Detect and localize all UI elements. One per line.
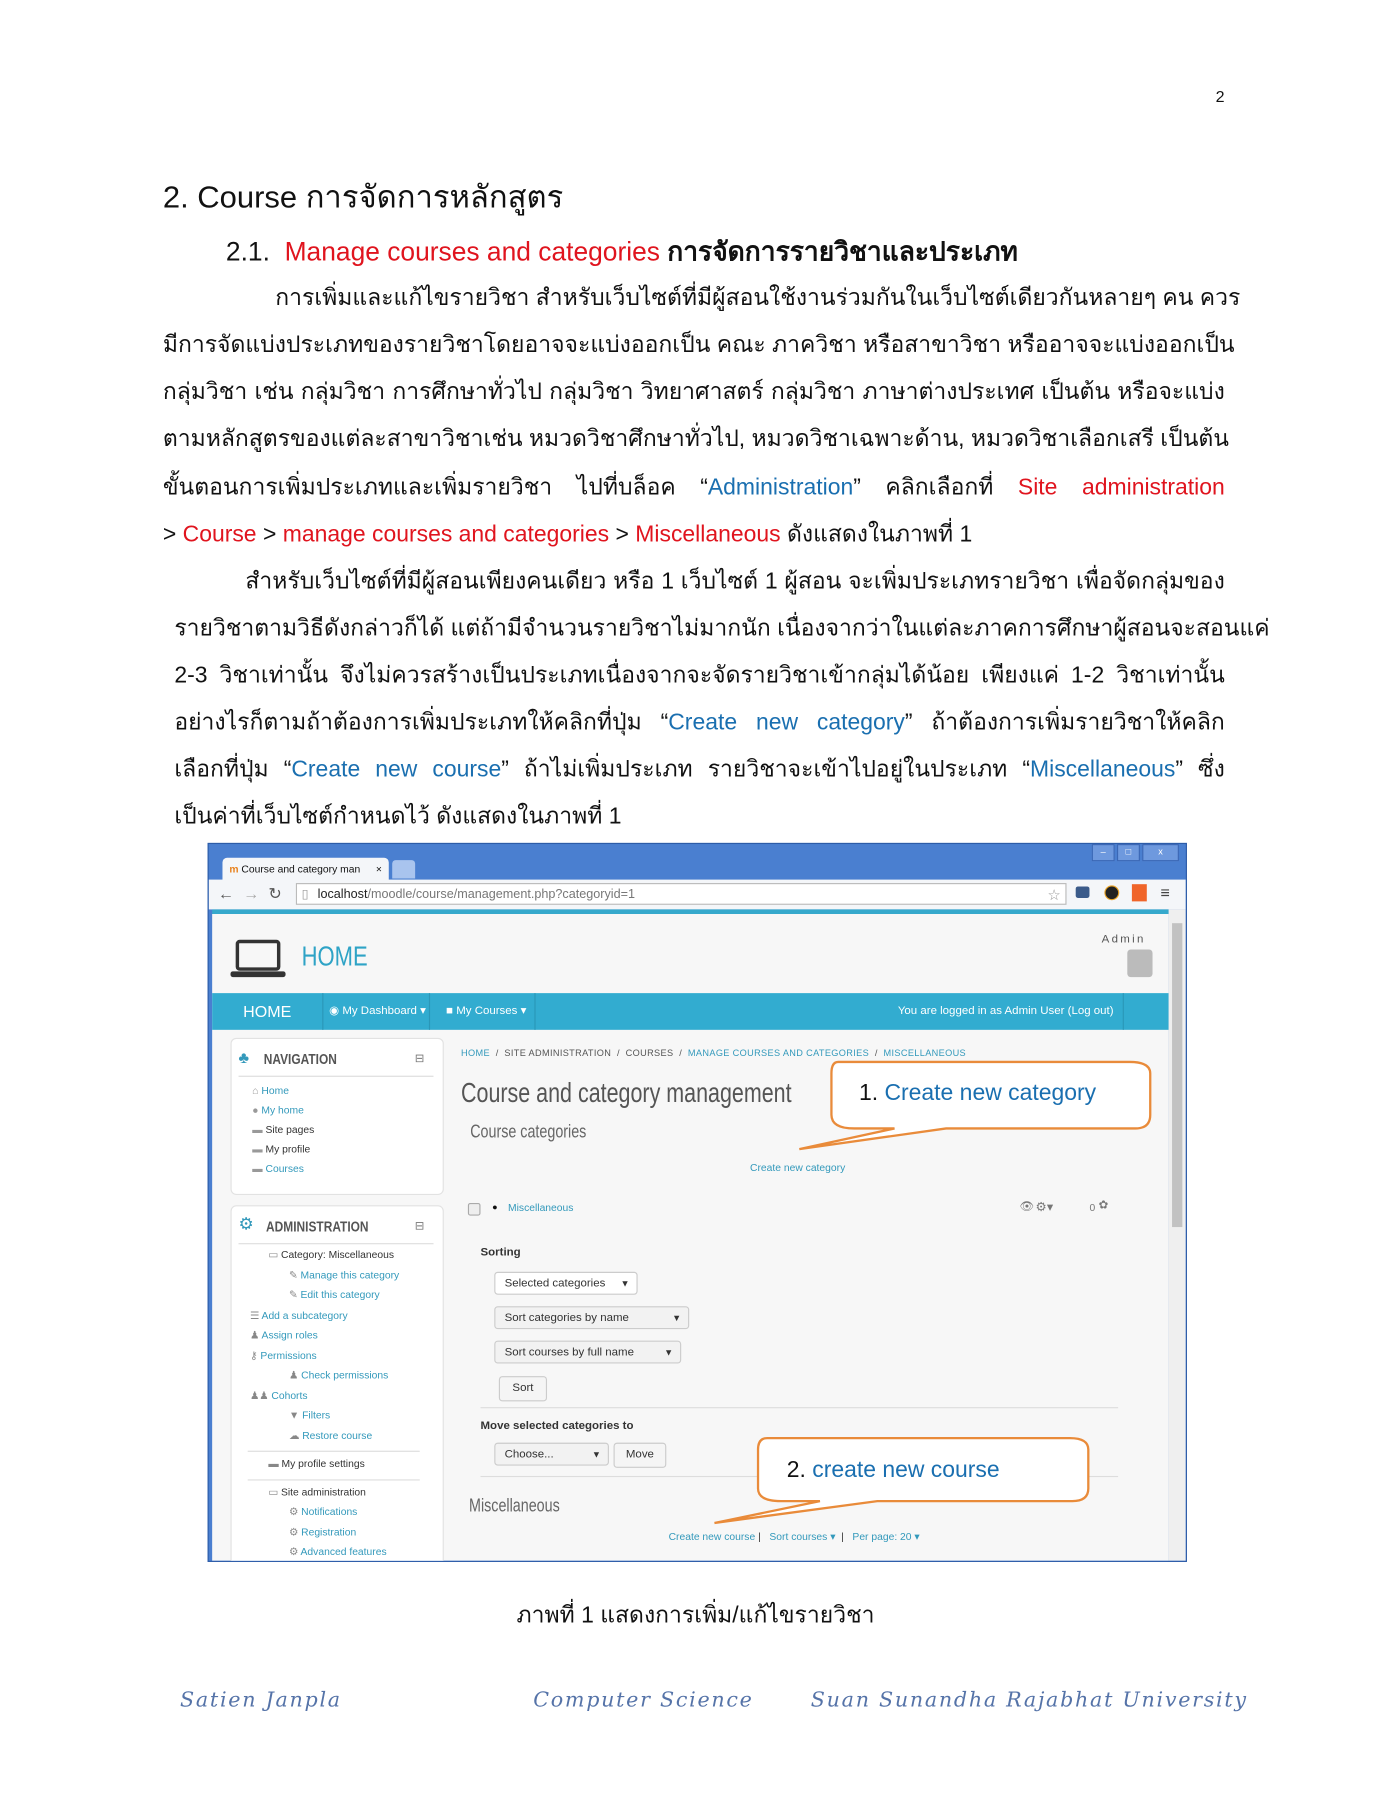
nav-item-my-home[interactable] <box>252 1104 304 1115</box>
text-segment: มีการจัดแบ่งประเภทของรายวิชาโดยอาจจะแบ่งออกเป็น คณะ ภาควิชา หรือสาขาวิชา หรืออาจจะแบ่งออกเป็น <box>162 332 1235 358</box>
text-segment: ตามหลักสูตรของแต่ละสาขาวิชาเช่น หมวดวิชาศึกษาทั่วไป, หมวดวิชาเฉพาะด้าน, หมวดวิชาเลือกเสรี เป็นต้น <box>162 426 1229 452</box>
text-segment: ” ถ้าต้องการเพิ่มรายวิชาให้คลิก <box>904 709 1225 736</box>
minimize-button[interactable]: – <box>1092 844 1115 861</box>
admin-item-label: Filters <box>302 1409 331 1421</box>
reload-icon[interactable]: ↻ <box>268 884 282 903</box>
folder-icon: ▬ <box>252 1143 266 1155</box>
callout-1-bubble <box>786 1057 1164 1166</box>
settings-gear-icon[interactable]: ⚙▾ <box>1035 1200 1054 1215</box>
footer-author: Satien Janpla <box>180 1688 342 1713</box>
circle-icon: ● <box>252 1104 262 1116</box>
sort-courses-link[interactable]: Sort courses ▾ <box>769 1530 836 1543</box>
highlighted-term: Site administration <box>1017 474 1225 501</box>
dropdown-arrow-icon: ▼ <box>664 1347 674 1358</box>
scrollbar-thumb[interactable] <box>1172 923 1182 1227</box>
admin-item[interactable] <box>250 1350 317 1363</box>
admin-item[interactable] <box>289 1430 372 1443</box>
paragraph-line <box>163 517 1225 551</box>
admin-item[interactable] <box>289 1546 387 1559</box>
admin-item[interactable] <box>289 1289 380 1302</box>
create-new-course-link[interactable]: Create new course <box>668 1530 756 1543</box>
paragraph-line <box>163 470 1225 504</box>
per-page-link[interactable]: Per page: 20 ▾ <box>852 1530 920 1543</box>
window-controls <box>1092 844 1179 860</box>
nav-item-site-pages[interactable] <box>252 1124 314 1135</box>
key-icon: ⚷ <box>250 1349 261 1362</box>
navigation-block <box>231 1038 444 1195</box>
filter-icon: ▼ <box>288 1409 303 1421</box>
login-status[interactable]: You are logged in as Admin User (Log out) <box>889 993 1124 1030</box>
paragraph-line <box>174 611 1270 645</box>
nav-my-dashboard[interactable] <box>322 993 430 1030</box>
dropdown-arrow-icon: ▼ <box>620 1278 630 1290</box>
subsection-heading <box>226 232 1018 273</box>
text-segment: ” ซึ่ง <box>1175 756 1225 783</box>
category-miscellaneous-link[interactable]: Miscellaneous <box>508 1201 574 1214</box>
highlighted-term: Create new category <box>668 709 905 736</box>
menu-icon[interactable]: ≡ <box>1160 883 1170 902</box>
admin-item-label: Edit this category <box>300 1289 380 1301</box>
nav-item-label: My home <box>261 1104 304 1116</box>
paragraph-line <box>174 799 1224 833</box>
callout-text: create new course <box>812 1457 1000 1483</box>
navigation-title: NAVIGATION <box>263 1050 337 1068</box>
cohorts-icon: ♟♟ <box>250 1389 272 1402</box>
admin-item <box>268 1486 366 1499</box>
laptop-logo-icon <box>231 939 288 978</box>
text-segment: เป็นค่าที่เว็บไซต์กำหนดไว้ ดังแสดงในภาพที่ 1 <box>174 803 622 830</box>
cloud-upload-icon: ☁ <box>288 1430 303 1442</box>
admin-item-label: Assign roles <box>261 1329 318 1341</box>
admin-item-label: Permissions <box>260 1349 317 1362</box>
admin-item[interactable] <box>250 1329 318 1342</box>
section-title: Course categories <box>470 1122 587 1143</box>
text-segment: > <box>162 521 183 548</box>
text-segment: อย่างไรก็ตามถ้าต้องการเพิ่มประเภทให้คลิกที่ปุ่ม “ <box>174 709 669 736</box>
pencil-icon: ✎ <box>288 1289 301 1301</box>
text-segment: ขั้นตอนการเพิ่มประเภทและเพิ่มรายวิชา ไปที่บล็อค “ <box>162 474 708 501</box>
course-links: Create new course | Sort courses ▾ | Per page: 20 ▾ <box>668 1530 920 1543</box>
paragraph-line <box>162 422 1229 456</box>
administration-block <box>231 1205 444 1562</box>
paragraph-line <box>174 752 1224 786</box>
url-path: /moodle/course/management.php?categoryid=1 <box>367 887 636 902</box>
courses-icon: ✿ <box>1098 1199 1109 1213</box>
paragraph-line <box>163 281 1241 315</box>
highlighted-term: Create new course <box>291 756 502 783</box>
bullet-icon: ● <box>491 1201 498 1213</box>
admin-item[interactable] <box>250 1390 308 1403</box>
dropdown-arrow-icon: ▼ <box>672 1313 682 1324</box>
browser-toolbar <box>209 880 1186 910</box>
sort-courses-select[interactable] <box>494 1341 681 1364</box>
subsection-title-th: การจัดการรายวิชาและประเภท <box>667 236 1018 267</box>
category-heading: Miscellaneous <box>469 1496 560 1517</box>
text-segment: 2-3 วิชาเท่านั้น จึงไม่ควรสร้างเป็นประเภทเนื่องจากจะจัดรายวิชาเข้ากลุ่มได้น้อย เพียงแค่ 1-2 วิชาเท่านั้น <box>174 662 1225 689</box>
admin-item[interactable] <box>289 1369 388 1382</box>
admin-item[interactable] <box>268 1458 364 1469</box>
home-icon: ⌂ <box>252 1084 262 1097</box>
text-segment: ” ถ้าไม่เพิ่มประเภท รายวิชาจะเข้าไปอยู่ในประเภท “ <box>501 756 1030 783</box>
nav-item-label: Home <box>261 1084 289 1097</box>
nav-item-courses[interactable] <box>252 1163 304 1174</box>
user-avatar[interactable] <box>1127 950 1152 978</box>
paragraph-line <box>162 328 1235 362</box>
highlighted-term: Miscellaneous <box>635 521 781 548</box>
folder-open-icon: ▭ <box>268 1486 281 1498</box>
create-new-category-link[interactable]: Create new category <box>750 1161 846 1174</box>
callout-number: 2. <box>786 1457 806 1483</box>
back-arrow-icon[interactable]: ← <box>217 884 234 903</box>
highlighted-term: Miscellaneous <box>1029 756 1176 783</box>
sorting-label: Sorting <box>480 1246 521 1260</box>
forward-arrow-icon[interactable]: → <box>243 884 260 903</box>
folder-icon: ▬ <box>268 1457 282 1470</box>
tab-title: Course and category man <box>241 863 361 876</box>
collapse-icon[interactable]: ⊟ <box>414 1220 425 1233</box>
paragraph-line <box>174 658 1224 692</box>
subsection-number: 2.1. <box>225 236 270 267</box>
page-icon: ▯ <box>301 887 309 902</box>
callout-number: 1. <box>858 1080 879 1106</box>
browser-window <box>208 843 1187 1562</box>
course-count: 0 <box>1089 1201 1096 1214</box>
url-host: localhost <box>317 887 368 902</box>
tab-close-icon[interactable]: × <box>375 863 382 876</box>
text-segment: > <box>256 521 283 548</box>
browser-tab[interactable] <box>222 858 388 881</box>
nav-item-label: My profile <box>265 1143 311 1155</box>
color-extension-icon[interactable] <box>1104 885 1119 900</box>
admin-item[interactable] <box>289 1409 330 1420</box>
admin-item-label: My profile settings <box>281 1457 365 1470</box>
dashboard-icon: ◉ <box>329 1004 343 1018</box>
nav-item-my-profile[interactable] <box>252 1143 310 1154</box>
close-window-button[interactable]: x <box>1142 844 1179 861</box>
list-icon: ☰ <box>250 1309 262 1322</box>
highlighted-term: Course <box>182 521 257 548</box>
admin-item-label: Notifications <box>301 1505 358 1518</box>
collapse-icon[interactable]: ⊟ <box>414 1052 425 1066</box>
paragraph-line <box>163 375 1225 409</box>
breadcrumb: HOME / SITE ADMINISTRATION / COURSES / MANAGE COURSES AND CATEGORIES / MISCELLANEOUS <box>461 1048 966 1059</box>
briefcase-icon: ■ <box>446 1004 457 1018</box>
paragraph-line <box>174 564 1224 598</box>
breadcrumb-home[interactable]: HOME <box>461 1048 490 1059</box>
callout-2 <box>787 1458 1000 1484</box>
section-heading: 2. Course การจัดการหลักสูตร <box>162 180 564 215</box>
nav-home[interactable]: HOME <box>212 993 323 1030</box>
nav-item-label: Site pages <box>265 1123 315 1136</box>
site-title[interactable]: HOME <box>301 941 368 973</box>
user-add-icon: ♟ <box>250 1329 262 1341</box>
text-segment: สำหรับเว็บไซต์ที่มีผู้สอนเพียงคนเดียว หรือ 1 เว็บไซต์ 1 ผู้สอน จะเพิ่มประเภทรายวิชา เพื่อจัดกลุ่มของ <box>245 568 1225 595</box>
dropdown-arrow-icon: ▼ <box>591 1449 601 1460</box>
user-icon: ♟ <box>288 1369 302 1381</box>
bookmark-star-icon[interactable]: ☆ <box>1047 886 1061 904</box>
nav-my-courses-label: My Courses ▾ <box>456 1004 527 1018</box>
nav-my-dashboard-label: My Dashboard ▾ <box>342 1004 426 1018</box>
callout-1 <box>859 1080 1096 1106</box>
main-navbar <box>212 993 1168 1030</box>
cog-icon: ⚙ <box>288 1545 301 1558</box>
move-button[interactable]: Move <box>614 1443 667 1468</box>
new-tab-button[interactable] <box>392 860 415 878</box>
admin-item-label: Category: Miscellaneous <box>280 1248 395 1261</box>
pencil-icon: ✎ <box>288 1269 301 1281</box>
visibility-eye-icon[interactable]: 👁 <box>1019 1200 1035 1214</box>
admin-item-label: Cohorts <box>271 1389 308 1402</box>
admin-item[interactable] <box>250 1310 348 1323</box>
text-segment: ” คลิกเลือกที่ <box>853 474 1018 501</box>
cart-extension-icon[interactable] <box>1132 884 1147 901</box>
select-value: Sort courses by full name <box>504 1346 634 1359</box>
cog-icon: ⚙ <box>288 1526 302 1538</box>
text-segment: > <box>609 521 636 548</box>
page-title: Course and category management <box>461 1077 792 1109</box>
category-checkbox[interactable] <box>468 1203 481 1216</box>
text-segment: รายวิชาตามวิธีดังกล่าวก็ได้ แต่ถ้ามีจำนวนรายวิชาไม่มากนัก เนื่องจากว่าในแต่ละภาคการศึกษาผู้สอนจะสอนแค่ <box>174 615 1270 642</box>
callout-2-bubble <box>705 1434 1118 1549</box>
text-segment: ดังแสดงในภาพที่ 1 <box>780 521 973 548</box>
text-segment: กลุ่มวิชา เช่น กลุ่มวิชา การศึกษาทั่วไป กลุ่มวิชา วิทยาศาสตร์ กลุ่มวิชา ภาษาต่างประเทศ เป็นต้น หรือจะแบ่ง <box>162 379 1225 405</box>
select-value: Choose... <box>504 1448 554 1462</box>
move-target-select[interactable] <box>494 1443 609 1466</box>
divider <box>248 1451 420 1452</box>
divider <box>248 1479 420 1480</box>
admin-item-label: Registration <box>301 1526 357 1538</box>
subsection-title-en: Manage courses and categories <box>284 236 660 267</box>
breadcrumb-courses[interactable]: COURSES <box>625 1048 674 1059</box>
user-name: Admin <box>1101 933 1146 947</box>
select-value: Sort categories by name <box>504 1311 629 1325</box>
admin-item-label: Site administration <box>280 1486 366 1498</box>
breadcrumb-site-admin[interactable]: SITE ADMINISTRATION <box>504 1048 612 1059</box>
paragraph-line <box>174 705 1224 739</box>
figure-caption: ภาพที่ 1 แสดงการเพิ่ม/แก้ไขรายวิชา <box>516 1603 875 1629</box>
moodle-favicon-icon: m <box>229 863 239 876</box>
select-value: Selected categories <box>504 1277 606 1291</box>
cog-icon: ⚙ <box>288 1505 302 1518</box>
admin-item[interactable] <box>289 1526 356 1539</box>
admin-item-label: Restore course <box>302 1430 373 1442</box>
move-label: Move selected categories to <box>480 1419 634 1433</box>
nav-item-label: Courses <box>265 1162 304 1175</box>
admin-item-label: Manage this category <box>300 1269 400 1281</box>
sitemap-icon: ♣ <box>238 1048 250 1067</box>
folder-icon: ▬ <box>252 1123 266 1136</box>
callout-text: Create new category <box>884 1080 1097 1106</box>
sort-scope-select[interactable] <box>494 1272 637 1295</box>
administration-title: ADMINISTRATION <box>266 1217 369 1236</box>
nav-item-home[interactable] <box>252 1085 289 1096</box>
admin-item-label: Check permissions <box>301 1369 389 1381</box>
gears-icon: ⚙ <box>238 1214 254 1234</box>
footer-department: Computer Science <box>533 1688 754 1713</box>
admin-item[interactable] <box>289 1270 399 1283</box>
breadcrumb-miscellaneous[interactable]: MISCELLANEOUS <box>883 1048 966 1059</box>
text-segment: เลือกที่ปุ่ม “ <box>174 756 292 783</box>
admin-item-label: Advanced features <box>300 1545 387 1558</box>
nav-my-courses[interactable] <box>430 993 536 1030</box>
folder-icon: ▬ <box>252 1162 266 1175</box>
folder-open-icon: ▭ <box>268 1248 281 1261</box>
highlighted-term: manage courses and categories <box>282 521 610 548</box>
sort-button[interactable]: Sort <box>499 1376 547 1401</box>
sort-categories-select[interactable] <box>494 1306 689 1329</box>
admin-item <box>268 1249 394 1262</box>
highlighted-term: Administration <box>707 474 854 501</box>
camera-extension-icon[interactable] <box>1076 886 1090 897</box>
page-number: 2 <box>1215 87 1225 106</box>
maximize-button[interactable]: □ <box>1117 844 1140 861</box>
text-segment: การเพิ่มและแก้ไขรายวิชา สำหรับเว็บไซต์ที่มีผู้สอนใช้งานร่วมกันในเว็บไซต์เดียวกันหลายๆ คน ควร <box>275 285 1241 311</box>
address-bar[interactable] <box>296 883 1067 905</box>
breadcrumb-manage[interactable]: MANAGE COURSES AND CATEGORIES <box>687 1048 870 1059</box>
vertical-scrollbar[interactable] <box>1169 909 1186 1560</box>
moodle-page <box>212 914 1168 1561</box>
admin-item-label: Add a subcategory <box>261 1309 348 1322</box>
footer-university: Suan Sunandha Rajabhat University <box>810 1688 1248 1713</box>
admin-item[interactable] <box>289 1506 357 1519</box>
